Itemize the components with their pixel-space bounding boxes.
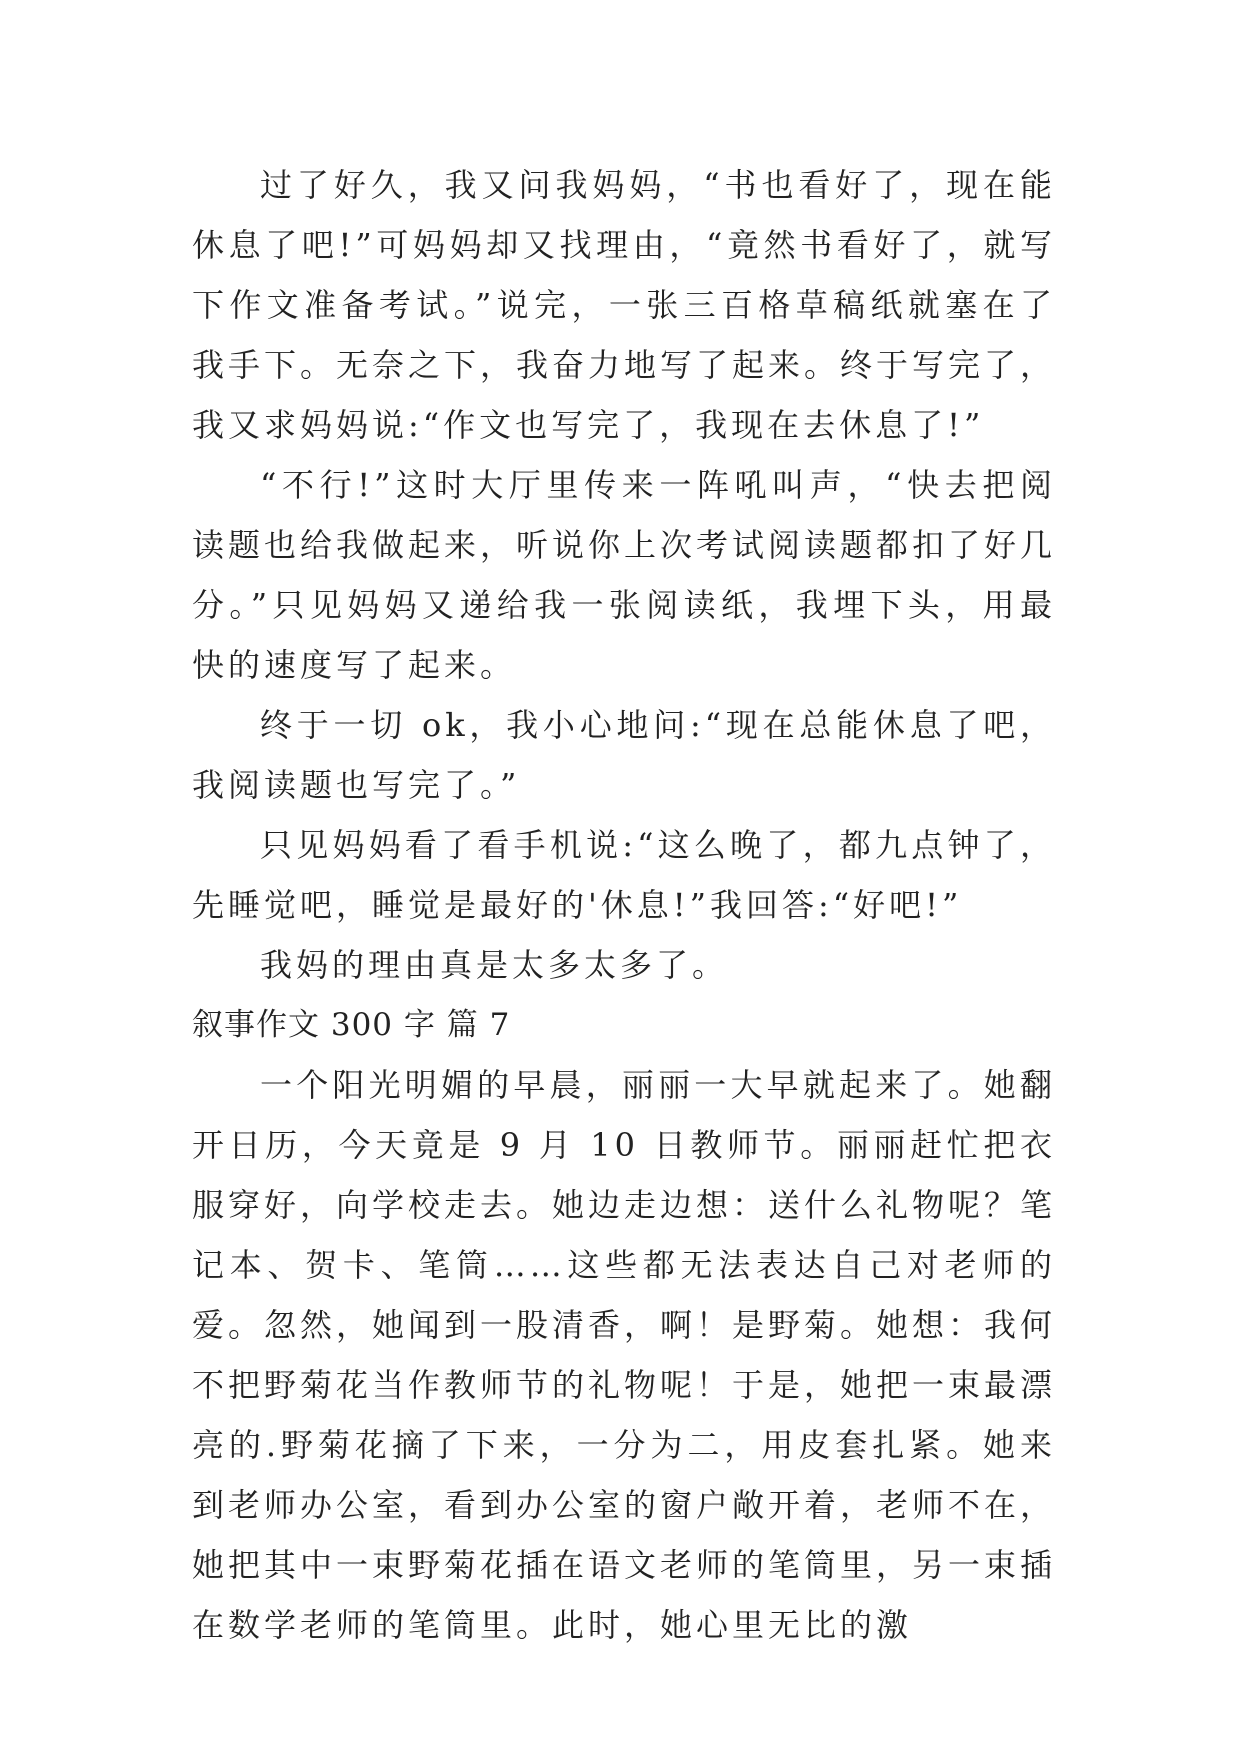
paragraph-6: 一个阳光明媚的早晨，丽丽一大早就起来了。她翻开日历，今天竟是 9 月 10 日教师节。丽丽赶忙把衣服穿好，向学校走去。她边走边想：送什么礼物呢？笔记本、贺卡、笔筒……这些都无法表达自己对老师的爱。忽然，她闻到一股清香，啊！是野菊。她想：我何不把野菊花当作教师节的礼物呢！于是，她把一束最漂亮的.野菊花摘了下来，一分为二，用皮套扎紧。她来到老师办公室，看到办公室的窗户敞开着，老师不在，她把其中一束野菊花插在语文老师的笔筒里，另一束插在数学老师的笔筒里。此时，她心里无比的激 bbox=[192, 1066, 1057, 1644]
paragraph-5: 我妈的理由真是太多太多了。 bbox=[260, 946, 729, 984]
paragraph-4: 只见妈妈看了看手机说:“这么晚了，都九点钟了，先睡觉吧，睡觉是最好的'休息!”我回答:“好吧!” bbox=[192, 826, 1056, 924]
paragraph-2: “不行!”这时大厅里传来一阵吼叫声，“快去把阅读题也给我做起来，听说你上次考试阅读题都扣了好几分。”只见妈妈又递给我一张阅读纸，我埋下头，用最快的速度写了起来。 bbox=[192, 466, 1057, 684]
paragraph-3: 终于一切 ok，我小心地问:“现在总能休息了吧，我阅读题也写完了。” bbox=[192, 706, 1056, 804]
section-heading: 叙事作文 300 字 篇 7 bbox=[192, 1007, 511, 1043]
paragraph-1: 过了好久，我又问我妈妈，“书也看好了，现在能休息了吧!”可妈妈却又找理由，“竟然书看好了，就写下作文准备考试。”说完，一张三百格草稿纸就塞在了我手下。无奈之下，我奋力地写了起来。终于写完了，我又求妈妈说:“作文也写完了，我现在去休息了!” bbox=[192, 166, 1057, 444]
document-body bbox=[192, 155, 1056, 1655]
